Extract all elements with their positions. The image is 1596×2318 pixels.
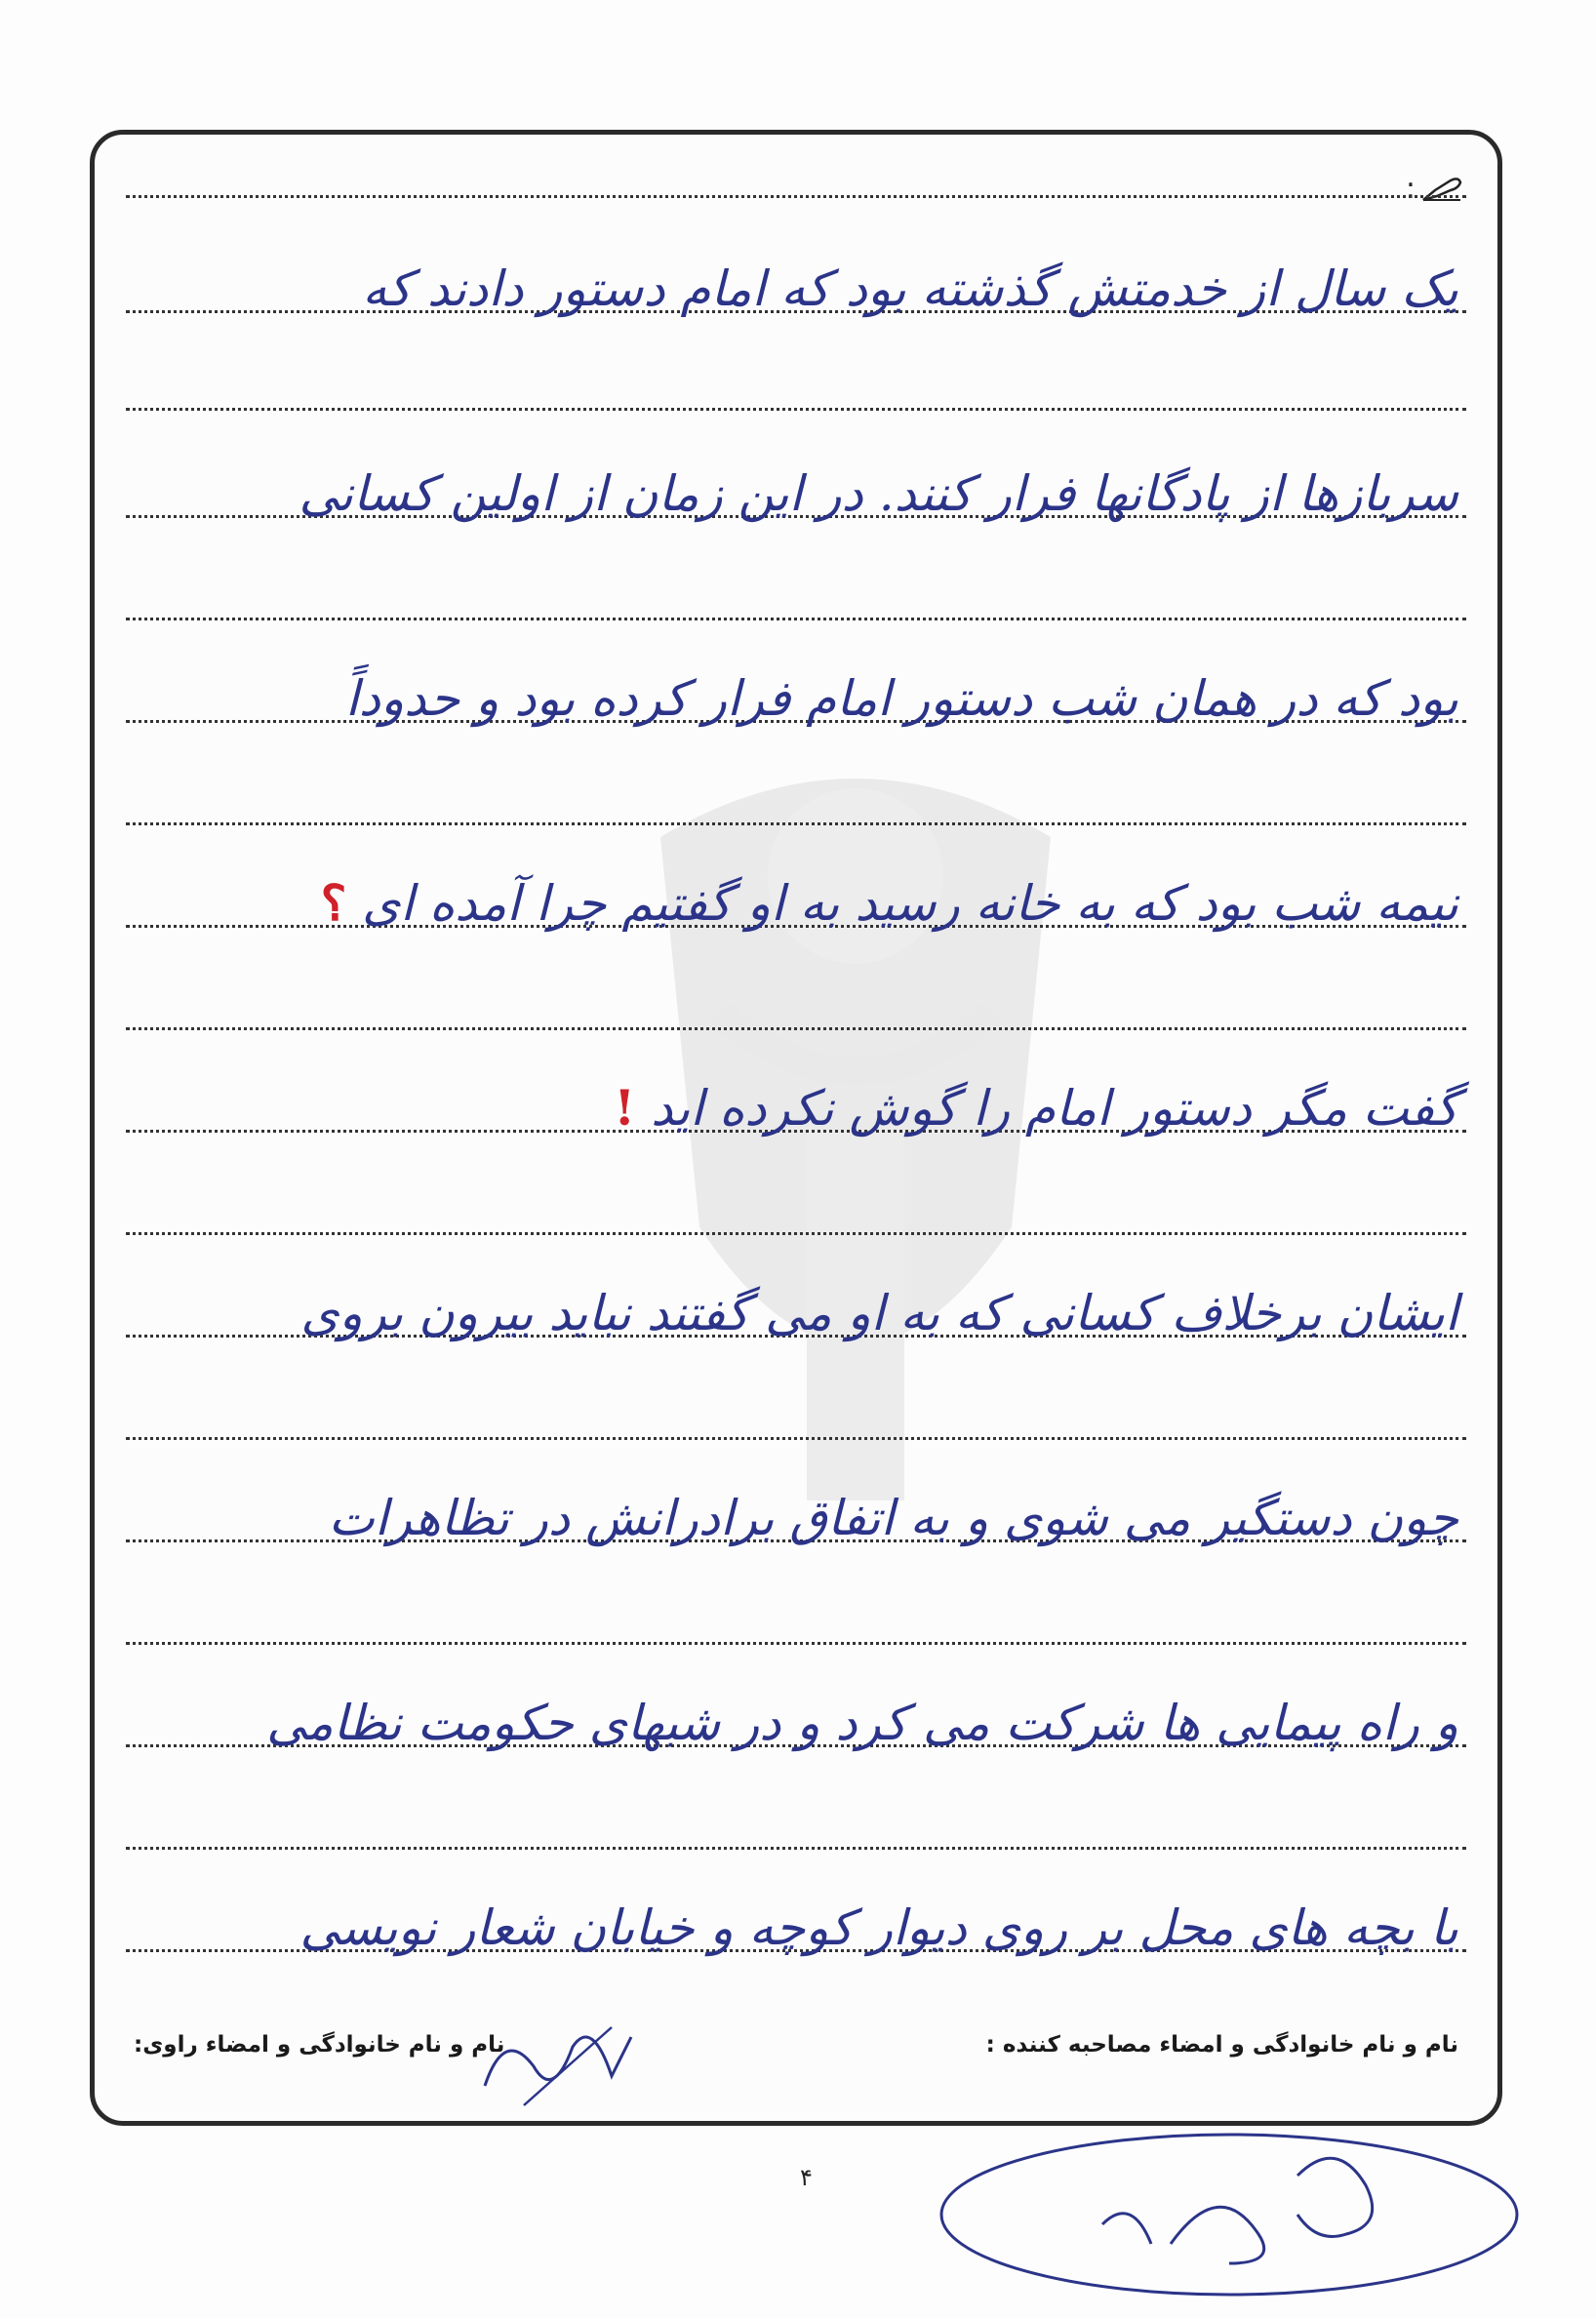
red-exclamation-mark: !	[614, 1079, 636, 1137]
handwritten-line: و راه پیمایی ها شرکت می کرد و در شبهای حکومت نظامی	[266, 1695, 1458, 1751]
ruled-line	[126, 1642, 1466, 1645]
narrator-signature	[465, 2008, 660, 2115]
ruled-line	[126, 1027, 1466, 1030]
ruled-line	[126, 1437, 1466, 1440]
signature-labels-row	[134, 2032, 1458, 2058]
ruled-line	[126, 195, 1466, 198]
interviewer-signature	[927, 2117, 1532, 2312]
handwritten-line: با بچه های محل بر روی دیوار کوچه و خیابان شعار نویسی	[299, 1899, 1458, 1956]
ruled-line	[126, 1232, 1466, 1235]
ruled-line	[126, 1847, 1466, 1850]
handwritten-line: یک سال از خدمتش گذشته بود که امام دستور دادند که	[362, 260, 1458, 317]
ruled-line	[126, 822, 1466, 825]
colon-mark: :	[1405, 172, 1416, 206]
handwritten-line: سربازها از پادگانها فرار کنند. در این زمان از اولین کسانی	[299, 465, 1458, 522]
narrator-signature-label: نام و نام خانوادگی و امضاء راوی:	[134, 2032, 505, 2058]
foundation-emblem-watermark	[602, 720, 1109, 1598]
handwritten-line-text: نیمه شب بود که به خانه رسید به او گفتیم چرا آمده ای	[362, 875, 1458, 932]
handwritten-line: ایشان برخلاف کسانی که به او می گفتند نباید بیرون بروی	[300, 1285, 1458, 1341]
interviewer-signature-label: نام و نام خانوادگی و امضاء مصاحبه کننده :	[985, 2032, 1458, 2058]
writing-hand-icon-group	[1406, 172, 1462, 206]
handwritten-line-text: گفت مگر دستور امام را گوش نکرده اید	[651, 1080, 1458, 1137]
interview-form-frame	[90, 130, 1502, 2126]
handwritten-line: چون دستگیر می شوی و به اتفاق برادرانش در تظاهرات	[328, 1490, 1458, 1546]
ruled-line	[126, 618, 1466, 620]
page-number: ۴	[800, 2164, 813, 2191]
handwritten-line-with-question	[134, 874, 1458, 933]
writing-hand-icon	[1421, 175, 1462, 204]
handwritten-line-with-exclamation	[134, 1079, 1458, 1138]
red-question-mark: ؟	[320, 874, 347, 932]
handwritten-line: بود که در همان شب دستور امام فرار کرده بود و حدوداً	[344, 670, 1458, 727]
ruled-line	[126, 408, 1466, 411]
